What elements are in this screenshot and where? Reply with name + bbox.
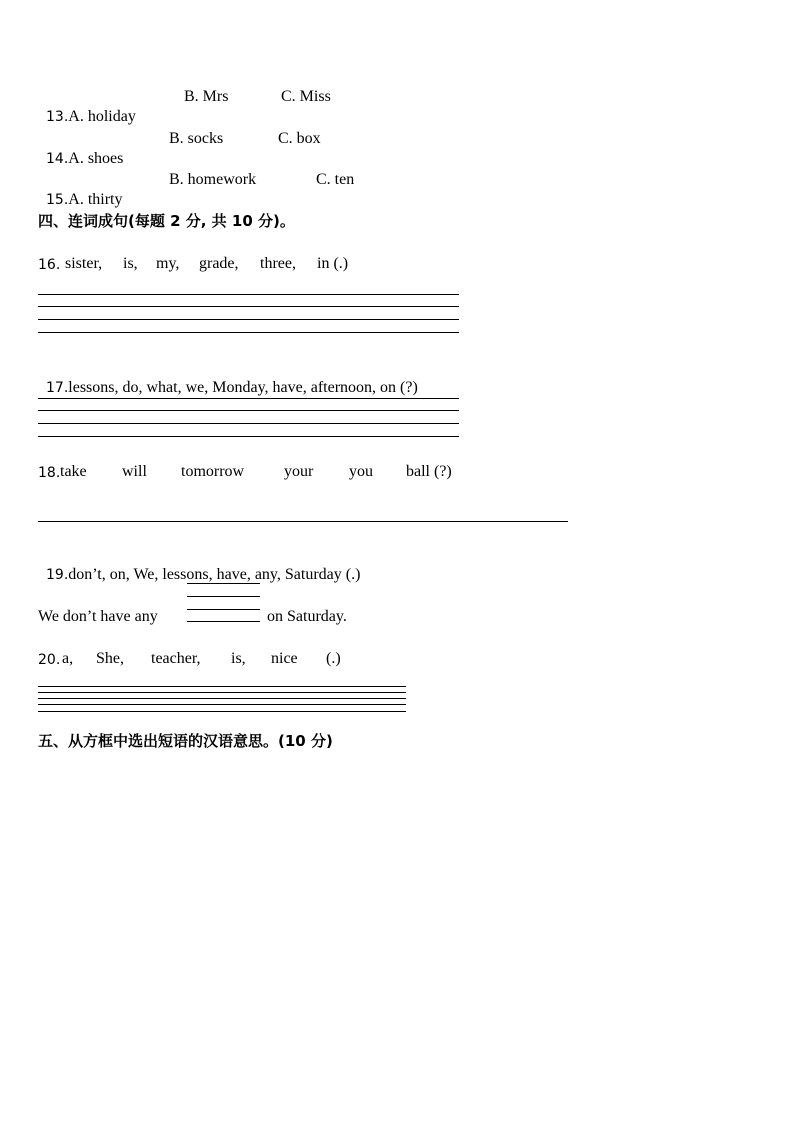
question-17	[38, 358, 418, 398]
word: in (.)	[317, 255, 349, 272]
option-a: A. thirty	[68, 191, 123, 208]
answer-line[interactable]	[38, 332, 459, 333]
answer-line[interactable]	[38, 436, 459, 437]
answer-line[interactable]	[38, 704, 406, 705]
option-b: B. Mrs	[184, 88, 229, 105]
answer-line[interactable]	[38, 692, 406, 693]
question-number: 16.	[38, 257, 61, 273]
question-number: 14.	[46, 151, 69, 167]
answer-line[interactable]	[38, 319, 459, 320]
option-b: B. homework	[169, 171, 257, 188]
question-number: 20.	[38, 652, 61, 668]
word: sister,	[65, 255, 103, 272]
answer-line[interactable]	[38, 398, 459, 399]
section-4-heading: 四、连词成句(每题 2 分, 共 10 分)。	[38, 212, 295, 230]
word: a,	[62, 650, 74, 667]
answer-line[interactable]	[38, 410, 459, 411]
word: nice	[271, 650, 298, 667]
q19-sentence-prefix: We don’t have any	[38, 608, 158, 625]
q19-sentence-suffix: on Saturday.	[267, 608, 347, 625]
question-number: 15.	[46, 192, 69, 208]
word: is,	[231, 650, 246, 667]
word: my,	[156, 255, 180, 272]
question-number: 17.	[46, 380, 69, 396]
option-a: A. holiday	[68, 108, 136, 125]
answer-blank[interactable]	[187, 583, 260, 584]
answer-blank[interactable]	[187, 621, 260, 622]
answer-line[interactable]	[38, 294, 459, 295]
question-number: 13.	[46, 109, 69, 125]
word: ball (?)	[406, 463, 452, 480]
option-c: C. box	[278, 130, 321, 147]
word: (.)	[326, 650, 341, 667]
question-text: lessons, do, what, we, Monday, have, afternoon, on (?)	[68, 379, 418, 396]
word: take	[60, 463, 87, 480]
word: three,	[260, 255, 296, 272]
question-20	[38, 649, 378, 669]
answer-blank[interactable]	[187, 596, 260, 597]
question-16	[38, 254, 438, 274]
word: you	[349, 463, 373, 480]
word: She,	[96, 650, 124, 667]
word: will	[122, 463, 147, 480]
answer-line[interactable]	[38, 521, 568, 522]
option-c: C. Miss	[281, 88, 331, 105]
answer-line[interactable]	[38, 686, 406, 687]
section-5-heading: 五、从方框中选出短语的汉语意思。(10 分)	[38, 732, 333, 750]
word: grade,	[199, 255, 239, 272]
word: teacher,	[151, 650, 201, 667]
question-18	[38, 462, 488, 482]
option-a: A. shoes	[68, 150, 124, 167]
answer-blank[interactable]	[187, 609, 260, 610]
answer-line[interactable]	[38, 306, 459, 307]
question-number: 18.	[38, 465, 61, 481]
answer-line[interactable]	[38, 698, 406, 699]
option-c: C. ten	[316, 171, 355, 188]
question-number: 19.	[46, 567, 69, 583]
answer-line[interactable]	[38, 423, 459, 424]
word: your	[284, 463, 314, 480]
question-text: don’t, on, We, lessons, have, any, Saturday (.)	[68, 566, 361, 583]
option-b: B. socks	[169, 130, 224, 147]
word: tomorrow	[181, 463, 245, 480]
question-19	[38, 545, 360, 585]
word: is,	[123, 255, 138, 272]
answer-line[interactable]	[38, 711, 406, 712]
